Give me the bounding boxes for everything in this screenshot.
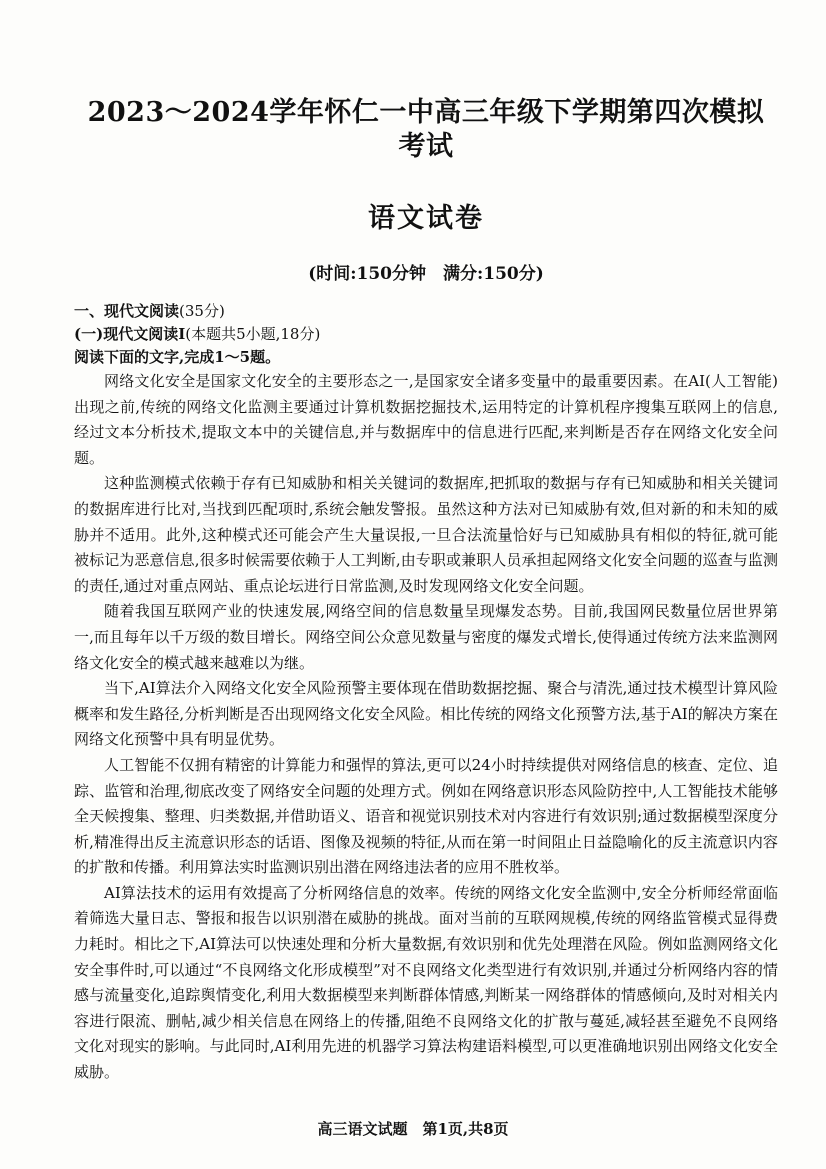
exam-title: 2023～2024学年怀仁一中高三年级下学期第四次模拟考试 bbox=[87, 97, 765, 162]
section-label: 一、现代文阅读 bbox=[74, 302, 180, 320]
paragraph-6: AI算法技术的运用有效提高了分析网络信息的效率。传统的网络文化安全监测中,安全分析师经常面临着筛选大量日志、警报和报告以识别潜在威胁的挑战。面对当前的互联网规模,传统的网络监管模式显得费力耗时。相比之下,AI算法可以快速处理和分析大量数据,有效识别和优先处理潜在风险。例如监测网络文化安全事件时,可以通过“不良网络文化形成模型”对不良网络文化类型进行有效识别,并通过分析网络内容的情感与流量变化,追踪舆情变化,利用大数据模型来判断群体情感,判断某一网络群体的情感倾向,及时对相关内容进行限流、删帖,减少相关信息在网络上的传播,阻绝不良网络文化的扩散与蔓延,减轻甚至避免不良网络文化对现实的影响。与此同时,AI利用先进的机器学习算法构建语料模型,可以更准确地识别出网络文化安全威胁。 bbox=[74, 883, 778, 1082]
section-heading-modern-reading bbox=[74, 300, 778, 323]
subsection-heading-reading-1 bbox=[74, 323, 778, 346]
reading-instruction: 阅读下面的文字,完成1～5题。 bbox=[74, 348, 281, 366]
section-score-note: (35分) bbox=[179, 302, 225, 320]
subsection-label: (一)现代文阅读Ⅰ bbox=[74, 325, 186, 343]
exam-time-score: (时间:150分钟 满分:150分) bbox=[308, 264, 544, 284]
paragraph-5: 人工智能不仅拥有精密的计算能力和强悍的算法,更可以24小时持续提供对网络信息的核查、定位、追踪、监管和治理,彻底改变了网络安全问题的处理方式。例如在网络意识形态风险防控中,人工智能技术能够全天候搜集、整理、归类数据,并借助语义、语音和视觉识别技术对内容进行有效识别;通过数据模型深度分析,精准得出反主流意识形态的话语、图像及视频的特征,从而在第一时间阻止日益隐喻化的反主流意识内容的扩散和传播。利用算法实时监测识别出潜在网络违法者的应用不胜枚举。 bbox=[74, 755, 778, 877]
subsection-score-note: (本题共5小题,18分) bbox=[185, 325, 321, 343]
exam-subject-title: 语文试卷 bbox=[368, 203, 484, 234]
page-footer: 高三语文试题 第1页,共8页 bbox=[317, 1120, 509, 1138]
paragraph-3: 随着我国互联网产业的快速发展,网络空间的信息数量呈现爆发态势。目前,我国网民数量位居世界第一,而且每年以千万级的数目增长。网络空间公众意见数量与密度的爆发式增长,使得通过传统方法来监测网络文化安全的模式越来越难以为继。 bbox=[74, 602, 778, 672]
paragraph-2: 这种监测模式依赖于存有已知威胁和相关关键词的数据库,把抓取的数据与存有已知威胁和相关关键词的数据库进行比对,当找到匹配项时,系统会触发警报。虽然这种方法对已知威胁有效,但对新的和未知的威胁并不适用。此外,这种模式还可能会产生大量误报,一旦合法流量恰好与已知威胁具有相似的特征,就可能被标记为恶意信息,很多时候需要依赖于人工判断,由专职或兼职人员承担起网络文化安全问题的巡查与监测的责任,通过对重点网站、重点论坛进行日常监测,及时发现网络文化安全问题。 bbox=[74, 474, 778, 595]
paragraph-4: 当下,AI算法介入网络文化安全风险预警主要体现在借助数据挖掘、聚合与清洗,通过技术模型计算风险概率和发生路径,分析判断是否出现网络文化安全风险。相比传统的网络文化预警方法,基于AI的解决方案在网络文化预警中具有明显优势。 bbox=[74, 679, 778, 749]
paragraph-1: 网络文化安全是国家文化安全的主要形态之一,是国家安全诸多变量中的最重要因素。在AI(人工智能)出现之前,传统的网络文化监测主要通过计算机数据挖掘技术,运用特定的计算机程序搜集互联网上的信息,经过文本分析技术,提取文本中的关键信息,并与数据库中的信息进行匹配,来判断是否存在网络文化安全问题。 bbox=[74, 372, 778, 467]
